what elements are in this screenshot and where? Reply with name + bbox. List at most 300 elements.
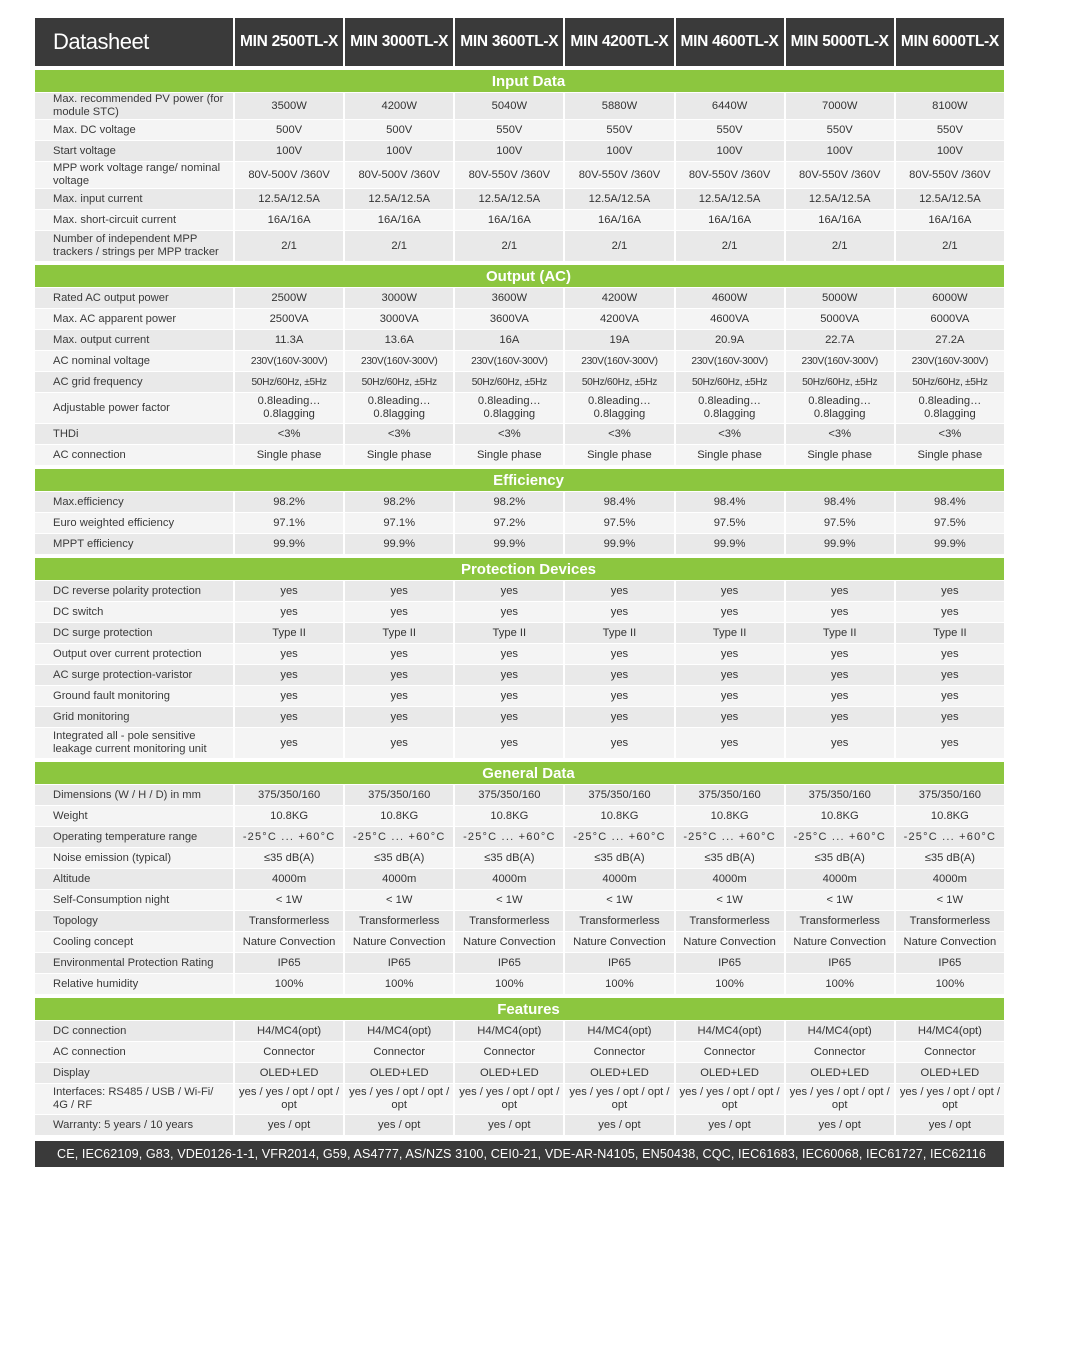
- spec-value: yes: [563, 706, 673, 727]
- spec-value: yes: [894, 601, 1004, 622]
- spec-value: H4/MC4(opt): [784, 1020, 894, 1041]
- spec-row: [35, 1020, 1004, 1041]
- section-header: [35, 558, 1004, 580]
- spec-value: yes: [784, 664, 894, 685]
- spec-row: [35, 805, 1004, 826]
- spec-row: [35, 1062, 1004, 1083]
- spec-value: 230V(160V-300V): [563, 350, 673, 371]
- spec-value: <3%: [563, 423, 673, 444]
- spec-value: 98.2%: [233, 491, 343, 512]
- spec-value: 100V: [453, 140, 563, 161]
- spec-row: [35, 423, 1004, 444]
- spec-label: Cooling concept: [35, 931, 233, 952]
- spec-row: [35, 371, 1004, 392]
- spec-value: OLED+LED: [894, 1062, 1004, 1083]
- section-header: [35, 469, 1004, 491]
- spec-value: 4000m: [343, 868, 453, 889]
- spec-value: Single phase: [784, 444, 894, 465]
- spec-value: 99.9%: [233, 533, 343, 554]
- spec-value: yes: [343, 685, 453, 706]
- spec-value: Type II: [784, 622, 894, 643]
- spec-label: DC surge protection: [35, 622, 233, 643]
- spec-value: yes: [784, 685, 894, 706]
- spec-body: [35, 66, 1004, 1135]
- spec-label: AC grid frequency: [35, 371, 233, 392]
- spec-value: 100%: [233, 973, 343, 994]
- spec-value: 2500W: [233, 287, 343, 308]
- spec-value: OLED+LED: [674, 1062, 784, 1083]
- spec-value: 16A/16A: [453, 209, 563, 230]
- spec-value: Nature Convection: [674, 931, 784, 952]
- spec-value: 99.9%: [343, 533, 453, 554]
- spec-value: 50Hz/60Hz, ±5Hz: [233, 371, 343, 392]
- section-title: Features: [35, 998, 1004, 1020]
- spec-label: Relative humidity: [35, 973, 233, 994]
- spec-row: [35, 230, 1004, 261]
- spec-value: 99.9%: [453, 533, 563, 554]
- spec-label: MPP work voltage range/ nominal voltage: [35, 161, 233, 188]
- spec-label: DC switch: [35, 601, 233, 622]
- spec-value: -25°C ... +60°C: [453, 826, 563, 847]
- spec-row: [35, 706, 1004, 727]
- spec-value: 10.8KG: [343, 805, 453, 826]
- datasheet-title: Datasheet: [35, 18, 233, 66]
- spec-value: 12.5A/12.5A: [563, 188, 673, 209]
- spec-row: [35, 931, 1004, 952]
- spec-value: yes: [563, 664, 673, 685]
- spec-row: [35, 727, 1004, 758]
- spec-value: Transformerless: [563, 910, 673, 931]
- spec-table: [35, 18, 1004, 1135]
- spec-row: [35, 1114, 1004, 1135]
- spec-row: [35, 512, 1004, 533]
- spec-value: yes: [233, 664, 343, 685]
- spec-value: yes: [894, 727, 1004, 758]
- spec-label: Rated AC output power: [35, 287, 233, 308]
- spec-value: yes: [784, 580, 894, 601]
- spec-value: OLED+LED: [453, 1062, 563, 1083]
- spec-value: 0.8leading… 0.8lagging: [233, 392, 343, 423]
- spec-value: -25°C ... +60°C: [674, 826, 784, 847]
- spec-value: 6440W: [674, 92, 784, 119]
- spec-value: 16A/16A: [674, 209, 784, 230]
- spec-value: yes: [233, 580, 343, 601]
- spec-value: 98.2%: [453, 491, 563, 512]
- spec-value: 97.5%: [563, 512, 673, 533]
- spec-value: 230V(160V-300V): [784, 350, 894, 371]
- spec-value: yes: [894, 664, 1004, 685]
- spec-value: 3500W: [233, 92, 343, 119]
- spec-value: yes / yes / opt / opt / opt: [453, 1083, 563, 1114]
- spec-value: 27.2A: [894, 329, 1004, 350]
- spec-value: 2/1: [343, 230, 453, 261]
- spec-value: 50Hz/60Hz, ±5Hz: [563, 371, 673, 392]
- model-header: MIN 6000TL-X: [894, 18, 1004, 66]
- spec-value: < 1W: [784, 889, 894, 910]
- spec-label: Max. input current: [35, 188, 233, 209]
- spec-value: 375/350/160: [453, 784, 563, 805]
- section-header: [35, 265, 1004, 287]
- spec-value: Type II: [453, 622, 563, 643]
- spec-value: 2500VA: [233, 308, 343, 329]
- spec-value: 2/1: [233, 230, 343, 261]
- spec-value: 80V-550V /360V: [563, 161, 673, 188]
- spec-value: yes: [563, 580, 673, 601]
- spec-value: 500V: [233, 119, 343, 140]
- spec-value: yes / yes / opt / opt / opt: [233, 1083, 343, 1114]
- spec-row: [35, 533, 1004, 554]
- spec-label: Self-Consumption night: [35, 889, 233, 910]
- spec-value: 2/1: [563, 230, 673, 261]
- spec-value: yes: [453, 706, 563, 727]
- spec-row: [35, 491, 1004, 512]
- spec-value: Single phase: [563, 444, 673, 465]
- spec-value: 550V: [894, 119, 1004, 140]
- model-header: MIN 2500TL-X: [233, 18, 343, 66]
- spec-value: 20.9A: [674, 329, 784, 350]
- spec-value: 4200W: [343, 92, 453, 119]
- spec-value: yes: [453, 727, 563, 758]
- spec-value: yes / yes / opt / opt / opt: [894, 1083, 1004, 1114]
- spec-value: 97.1%: [233, 512, 343, 533]
- spec-label: Dimensions (W / H / D) in mm: [35, 784, 233, 805]
- spec-label: Euro weighted efficiency: [35, 512, 233, 533]
- spec-value: Connector: [453, 1041, 563, 1062]
- spec-value: 80V-550V /360V: [453, 161, 563, 188]
- spec-value: yes / opt: [233, 1114, 343, 1135]
- spec-value: 5880W: [563, 92, 673, 119]
- spec-value: ≤35 dB(A): [233, 847, 343, 868]
- spec-row: [35, 329, 1004, 350]
- spec-value: yes / opt: [894, 1114, 1004, 1135]
- spec-label: Altitude: [35, 868, 233, 889]
- spec-value: 100V: [674, 140, 784, 161]
- spec-value: 230V(160V-300V): [343, 350, 453, 371]
- spec-value: yes: [453, 580, 563, 601]
- spec-value: OLED+LED: [563, 1062, 673, 1083]
- spec-row: [35, 392, 1004, 423]
- spec-value: 6000VA: [894, 308, 1004, 329]
- section-title: Protection Devices: [35, 558, 1004, 580]
- spec-value: yes / yes / opt / opt / opt: [343, 1083, 453, 1114]
- spec-value: yes: [233, 601, 343, 622]
- spec-value: yes: [233, 643, 343, 664]
- spec-label: Start voltage: [35, 140, 233, 161]
- spec-value: 230V(160V-300V): [894, 350, 1004, 371]
- spec-row: [35, 868, 1004, 889]
- spec-value: yes: [674, 643, 784, 664]
- spec-value: 4000m: [894, 868, 1004, 889]
- spec-value: 100V: [784, 140, 894, 161]
- spec-value: 98.4%: [674, 491, 784, 512]
- spec-value: -25°C ... +60°C: [343, 826, 453, 847]
- spec-value: 98.4%: [563, 491, 673, 512]
- spec-label: Max. AC apparent power: [35, 308, 233, 329]
- spec-value: 550V: [453, 119, 563, 140]
- spec-row: [35, 664, 1004, 685]
- spec-value: 12.5A/12.5A: [674, 188, 784, 209]
- spec-value: 10.8KG: [563, 805, 673, 826]
- spec-row: [35, 601, 1004, 622]
- spec-value: 16A/16A: [894, 209, 1004, 230]
- spec-row: [35, 889, 1004, 910]
- spec-row: [35, 308, 1004, 329]
- spec-value: 375/350/160: [563, 784, 673, 805]
- spec-value: H4/MC4(opt): [453, 1020, 563, 1041]
- spec-row: [35, 910, 1004, 931]
- spec-label: Max.efficiency: [35, 491, 233, 512]
- spec-value: 50Hz/60Hz, ±5Hz: [453, 371, 563, 392]
- spec-value: 12.5A/12.5A: [343, 188, 453, 209]
- spec-value: yes: [784, 643, 894, 664]
- spec-value: Transformerless: [674, 910, 784, 931]
- spec-value: Transformerless: [784, 910, 894, 931]
- spec-value: yes / opt: [784, 1114, 894, 1135]
- spec-value: < 1W: [563, 889, 673, 910]
- spec-value: yes / opt: [453, 1114, 563, 1135]
- spec-label: AC connection: [35, 1041, 233, 1062]
- spec-value: IP65: [563, 952, 673, 973]
- spec-row: [35, 287, 1004, 308]
- spec-label: Noise emission (typical): [35, 847, 233, 868]
- spec-value: H4/MC4(opt): [674, 1020, 784, 1041]
- spec-value: 500V: [343, 119, 453, 140]
- spec-value: 2/1: [453, 230, 563, 261]
- spec-value: 6000W: [894, 287, 1004, 308]
- spec-value: 13.6A: [343, 329, 453, 350]
- spec-value: yes: [343, 727, 453, 758]
- spec-value: 99.9%: [563, 533, 673, 554]
- spec-value: 98.2%: [343, 491, 453, 512]
- spec-value: < 1W: [233, 889, 343, 910]
- spec-value: 0.8leading… 0.8lagging: [343, 392, 453, 423]
- spec-value: Transformerless: [453, 910, 563, 931]
- spec-label: Ground fault monitoring: [35, 685, 233, 706]
- spec-value: Transformerless: [233, 910, 343, 931]
- spec-value: 2/1: [894, 230, 1004, 261]
- spec-value: 12.5A/12.5A: [453, 188, 563, 209]
- spec-row: [35, 784, 1004, 805]
- spec-row: [35, 140, 1004, 161]
- spec-row: [35, 209, 1004, 230]
- spec-row: [35, 119, 1004, 140]
- spec-row: [35, 350, 1004, 371]
- spec-value: 99.9%: [674, 533, 784, 554]
- spec-value: Connector: [233, 1041, 343, 1062]
- spec-value: IP65: [343, 952, 453, 973]
- spec-label: Display: [35, 1062, 233, 1083]
- spec-label: Warranty: 5 years / 10 years: [35, 1114, 233, 1135]
- spec-label: THDi: [35, 423, 233, 444]
- spec-value: 230V(160V-300V): [453, 350, 563, 371]
- spec-row: [35, 92, 1004, 119]
- spec-value: 99.9%: [784, 533, 894, 554]
- spec-value: 100V: [233, 140, 343, 161]
- spec-value: yes / yes / opt / opt / opt: [674, 1083, 784, 1114]
- spec-value: IP65: [233, 952, 343, 973]
- spec-value: yes: [453, 601, 563, 622]
- spec-value: 19A: [563, 329, 673, 350]
- spec-value: Single phase: [453, 444, 563, 465]
- spec-value: 97.5%: [674, 512, 784, 533]
- spec-value: 100%: [563, 973, 673, 994]
- spec-value: 97.5%: [894, 512, 1004, 533]
- spec-value: < 1W: [674, 889, 784, 910]
- spec-value: 80V-550V /360V: [894, 161, 1004, 188]
- spec-value: 375/350/160: [674, 784, 784, 805]
- spec-value: < 1W: [343, 889, 453, 910]
- spec-row: [35, 444, 1004, 465]
- spec-value: yes: [563, 727, 673, 758]
- spec-value: Nature Convection: [563, 931, 673, 952]
- spec-value: 98.4%: [894, 491, 1004, 512]
- spec-value: H4/MC4(opt): [233, 1020, 343, 1041]
- spec-label: Operating temperature range: [35, 826, 233, 847]
- spec-value: IP65: [784, 952, 894, 973]
- spec-value: 8100W: [894, 92, 1004, 119]
- spec-value: ≤35 dB(A): [343, 847, 453, 868]
- spec-value: yes: [453, 685, 563, 706]
- spec-value: 5000VA: [784, 308, 894, 329]
- spec-value: 100%: [894, 973, 1004, 994]
- spec-value: Nature Convection: [784, 931, 894, 952]
- spec-value: 97.5%: [784, 512, 894, 533]
- spec-label: AC surge protection-varistor: [35, 664, 233, 685]
- spec-value: 50Hz/60Hz, ±5Hz: [343, 371, 453, 392]
- spec-value: -25°C ... +60°C: [233, 826, 343, 847]
- spec-value: 550V: [674, 119, 784, 140]
- spec-value: 5000W: [784, 287, 894, 308]
- spec-row: [35, 161, 1004, 188]
- spec-value: 100V: [894, 140, 1004, 161]
- spec-value: 100%: [453, 973, 563, 994]
- spec-value: yes: [894, 685, 1004, 706]
- spec-value: 4600W: [674, 287, 784, 308]
- spec-value: 4200VA: [563, 308, 673, 329]
- spec-label: Max. DC voltage: [35, 119, 233, 140]
- spec-value: Nature Convection: [453, 931, 563, 952]
- spec-value: 2/1: [784, 230, 894, 261]
- spec-value: yes / opt: [343, 1114, 453, 1135]
- spec-value: 3000VA: [343, 308, 453, 329]
- section-header: [35, 70, 1004, 92]
- spec-value: Transformerless: [894, 910, 1004, 931]
- spec-value: 4000m: [563, 868, 673, 889]
- spec-value: H4/MC4(opt): [563, 1020, 673, 1041]
- spec-value: 0.8leading… 0.8lagging: [674, 392, 784, 423]
- spec-value: 50Hz/60Hz, ±5Hz: [674, 371, 784, 392]
- spec-value: ≤35 dB(A): [894, 847, 1004, 868]
- spec-value: 375/350/160: [894, 784, 1004, 805]
- spec-value: 4000m: [674, 868, 784, 889]
- spec-value: Single phase: [233, 444, 343, 465]
- spec-value: yes: [894, 643, 1004, 664]
- spec-value: -25°C ... +60°C: [563, 826, 673, 847]
- spec-value: 97.2%: [453, 512, 563, 533]
- spec-row: [35, 826, 1004, 847]
- spec-value: 16A/16A: [233, 209, 343, 230]
- spec-value: 100V: [563, 140, 673, 161]
- spec-value: yes: [563, 643, 673, 664]
- spec-label: Adjustable power factor: [35, 392, 233, 423]
- spec-label: Max. short-circuit current: [35, 209, 233, 230]
- spec-row: [35, 847, 1004, 868]
- spec-value: yes: [894, 706, 1004, 727]
- spec-value: 16A: [453, 329, 563, 350]
- spec-value: 0.8leading… 0.8lagging: [453, 392, 563, 423]
- section-title: Output (AC): [35, 265, 1004, 287]
- spec-value: yes: [563, 601, 673, 622]
- spec-value: 375/350/160: [233, 784, 343, 805]
- header-row: [35, 18, 1004, 66]
- spec-value: 100V: [343, 140, 453, 161]
- spec-value: <3%: [784, 423, 894, 444]
- spec-value: 10.8KG: [453, 805, 563, 826]
- spec-value: Nature Convection: [894, 931, 1004, 952]
- spec-value: Nature Convection: [233, 931, 343, 952]
- spec-label: AC connection: [35, 444, 233, 465]
- spec-value: 0.8leading… 0.8lagging: [563, 392, 673, 423]
- spec-value: yes: [674, 580, 784, 601]
- spec-value: <3%: [894, 423, 1004, 444]
- section-header: [35, 762, 1004, 784]
- spec-value: yes: [343, 643, 453, 664]
- spec-value: 0.8leading… 0.8lagging: [784, 392, 894, 423]
- spec-value: ≤35 dB(A): [453, 847, 563, 868]
- spec-value: 98.4%: [784, 491, 894, 512]
- spec-label: Interfaces: RS485 / USB / Wi-Fi/ 4G / RF: [35, 1083, 233, 1114]
- model-header: MIN 4200TL-X: [563, 18, 673, 66]
- spec-value: 550V: [784, 119, 894, 140]
- spec-value: < 1W: [894, 889, 1004, 910]
- spec-value: yes / yes / opt / opt / opt: [784, 1083, 894, 1114]
- spec-value: yes: [674, 727, 784, 758]
- spec-value: IP65: [674, 952, 784, 973]
- spec-value: Transformerless: [343, 910, 453, 931]
- spec-label: DC reverse polarity protection: [35, 580, 233, 601]
- spec-value: < 1W: [453, 889, 563, 910]
- spec-label: AC nominal voltage: [35, 350, 233, 371]
- spec-value: 12.5A/12.5A: [894, 188, 1004, 209]
- spec-label: Max. output current: [35, 329, 233, 350]
- spec-value: Type II: [563, 622, 673, 643]
- spec-value: 16A/16A: [784, 209, 894, 230]
- spec-value: 4000m: [784, 868, 894, 889]
- spec-value: Connector: [674, 1041, 784, 1062]
- spec-value: <3%: [233, 423, 343, 444]
- spec-value: yes: [233, 685, 343, 706]
- spec-value: 550V: [563, 119, 673, 140]
- spec-value: 16A/16A: [343, 209, 453, 230]
- spec-value: yes: [233, 706, 343, 727]
- spec-label: Weight: [35, 805, 233, 826]
- spec-value: Single phase: [894, 444, 1004, 465]
- spec-label: Output over current protection: [35, 643, 233, 664]
- spec-value: yes: [343, 664, 453, 685]
- certifications-footer: CE, IEC62109, G83, VDE0126-1-1, VFR2014, G59, AS4777, AS/NZS 3100, CEI0-21, VDE-AR-N4105, EN50438, CQC, IEC61683, IEC60068, IEC61727, IEC62116: [35, 1141, 1004, 1167]
- spec-row: [35, 1041, 1004, 1062]
- spec-value: 80V-500V /360V: [233, 161, 343, 188]
- spec-value: 4000m: [453, 868, 563, 889]
- spec-value: 10.8KG: [233, 805, 343, 826]
- section-title: General Data: [35, 762, 1004, 784]
- spec-value: 230V(160V-300V): [233, 350, 343, 371]
- spec-value: 4200W: [563, 287, 673, 308]
- spec-value: -25°C ... +60°C: [894, 826, 1004, 847]
- section-title: Input Data: [35, 70, 1004, 92]
- spec-label: Number of independent MPP trackers / strings per MPP tracker: [35, 230, 233, 261]
- spec-value: 16A/16A: [563, 209, 673, 230]
